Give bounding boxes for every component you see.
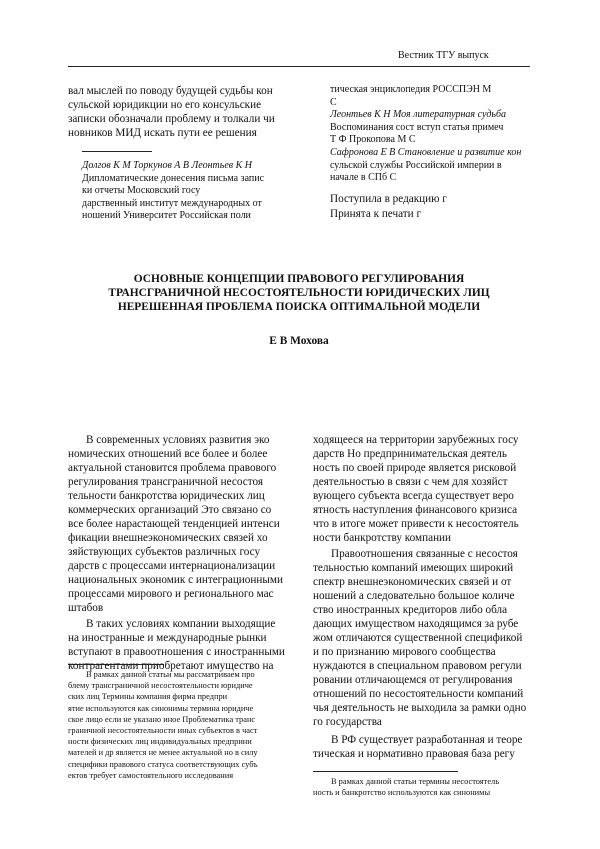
text-line: сульской юридикции но его консульские [68, 99, 262, 111]
text-line: дарств Но предпринимательская деятель [313, 448, 507, 460]
text-line: нуждаются в специальном правовом регули [313, 660, 522, 672]
text-line: контрагентами приобретают имущество на [68, 660, 274, 672]
text-line: го государства [313, 716, 382, 728]
text-line: отношений по несостоятельности компаний [313, 688, 524, 700]
paragraph [313, 433, 531, 545]
footnote-line: специфики правового статуса соответствующих субъ [68, 759, 258, 769]
text-line: штабов [68, 602, 104, 614]
text-line: и по признанию мирового сообщества [313, 646, 496, 658]
text-line: тельностью компаний имеющих широкий [313, 562, 514, 574]
paragraph [313, 547, 531, 729]
text-line: номических отношений все более и более [68, 448, 268, 460]
title-line: НЕРЕШЕННАЯ ПРОБЛЕМА ПОИСКА ОПТИМАЛЬНОЙ МОДЕЛИ [117, 301, 481, 314]
reference-line: Сафронова Е В Становление и развитие кон [330, 146, 522, 158]
text-line: ности банкротству компании [313, 532, 452, 544]
text-line: тическая и нормативно правовая база регу [313, 748, 515, 760]
text-line: фикации внешнеэкономических связей хо [68, 532, 268, 544]
text-line: Правоотношения связанные с несостоя [331, 548, 518, 560]
text-line: что в итоге может привести к несостоятель [313, 518, 519, 530]
footnote-left [68, 669, 286, 781]
reference-line: ки отчеты Московский госу [82, 185, 201, 197]
reference-line: начале в СПб С [330, 172, 397, 184]
prev-article-text [68, 84, 286, 140]
text-line: новников МИД искать пути ее решения [68, 127, 257, 139]
reference-line: Леонтьев К Н Моя литературная судьба [330, 109, 506, 121]
body-left-column [68, 433, 286, 673]
text-line: В современных условиях развития эко [86, 434, 270, 446]
accepted-date: Принята к печати г [330, 208, 422, 220]
footnote-line: ности физических лиц индивидуальных предприни [68, 737, 252, 747]
body-right-column [313, 433, 531, 761]
text-line: ходящееся на территории зарубежных госу [313, 434, 519, 446]
text-line: ство иностранных кредиторов либо обла [313, 604, 508, 616]
article-author: Е В Мохова [269, 335, 329, 347]
title-line: ТРАНСГРАНИЧНОЙ НЕСОСТОЯТЕЛЬНОСТИ ЮРИДИЧЕСКИХ ЛИЦ [108, 287, 490, 300]
footnote-line: блему трансграничной несостоятельности юридиче [68, 681, 253, 691]
reference-line: Долгов К М Торкунов А В Леонтьев К Н [82, 160, 252, 171]
text-line: вал мыслей по поводу будущей судьбы кон [68, 85, 273, 97]
footnote-line: В рамках данной статьи мы рассматриваем про [86, 670, 255, 679]
received-date: Поступила в редакцию г [330, 193, 447, 205]
text-line: ность по своей природе является рисковой [313, 462, 517, 474]
text-line: жом отличаются существенной спецификой [313, 632, 523, 644]
text-line: записки обозначали проблему и толкали чи [68, 113, 275, 125]
footnote-line: граничной несостоятельности иных субъектов в част [68, 726, 258, 736]
text-line: ровании отличающемся от регулирования [313, 674, 513, 686]
text-line: коммерческих организаций Это связано со [68, 504, 272, 516]
footnote-right [313, 776, 531, 798]
footnote-rule [68, 664, 164, 665]
text-line: на иностранные и международные рынки [68, 632, 267, 644]
journal-header: Вестник ТГУ выпуск [398, 50, 489, 61]
text-line: чья деятельность не выходила за рамки одно [313, 702, 527, 714]
text-line: зяйствующих субъектов различных госу [68, 546, 261, 558]
reference-line: ношений Университет Российская поли [82, 210, 251, 222]
text-line: процессами мирового и регионального мас [68, 588, 274, 600]
text-line: вступают в правоотношения с иностранными [68, 646, 285, 658]
reference-line: С [330, 96, 337, 108]
footnote-rule [313, 771, 458, 772]
text-line: национальных экономик с интеграционными [68, 574, 283, 586]
header-rule [68, 66, 530, 67]
footnote-line: ских лиц Термины компания фирма предпри [68, 692, 228, 702]
reference-line: Воспоминания сост вступ статья примеч [330, 121, 504, 133]
footnote-line: ятие используются как синонимы термина юридиче [68, 703, 254, 713]
text-line: актуальной становится проблема правового [68, 462, 277, 474]
text-line: все более нарастающей тенденцией интенси [68, 518, 280, 530]
text-line: деятельностью в связи с чем для хозяйст [313, 476, 508, 488]
text-line: тельности банкротства юридических лиц [68, 490, 265, 502]
footnote-line: мателей и др является не менее актуальной но в силу [68, 748, 258, 758]
reference-line: Т Ф Прокопова М С [330, 134, 416, 146]
reference-line: сульской службы Российской империи в [330, 159, 502, 171]
text-line: вующего субъекта всегда существует веро [313, 490, 514, 502]
reference-line: дарственный институт международных от [82, 197, 262, 209]
references-left [82, 160, 292, 223]
footnote-line: ское лицо если не указано иное Проблематика транс [68, 714, 256, 724]
paragraph [68, 433, 286, 615]
text-line: регулирования трансграничной несостоя [68, 476, 263, 488]
footnote-line: ектов требует самостоятельного исследования [68, 770, 234, 780]
title-line: ОСНОВНЫЕ КОНЦЕПЦИИ ПРАВОВОГО РЕГУЛИРОВАНИЯ [133, 273, 465, 285]
reference-line: Дипломатические донесения письма запис [82, 172, 265, 184]
reference-line: тическая энциклопедия РОССПЭН М [330, 84, 492, 95]
text-line: ятность наступления финансового кризиса [313, 504, 518, 516]
article-title [68, 272, 530, 315]
references-right [330, 84, 535, 185]
paragraph [313, 733, 531, 761]
references-rule [82, 151, 152, 152]
text-line: В РФ существует разработанная и теоре [331, 734, 523, 746]
text-line: дающих имуществом находящимся за рубе [313, 618, 519, 630]
text-line: спектр внешнеэкономических связей и от [313, 576, 512, 588]
text-line: В таких условиях компании выходящие [86, 618, 276, 630]
text-line: дарств с процессами интернационализации [68, 560, 276, 572]
footnote-line: В рамках данной статьи термины несостоятель [331, 777, 500, 786]
footnote-line: ность и банкротство используются как синонимы [313, 788, 491, 798]
text-line: ношений а следовательно большое количе [313, 590, 515, 602]
